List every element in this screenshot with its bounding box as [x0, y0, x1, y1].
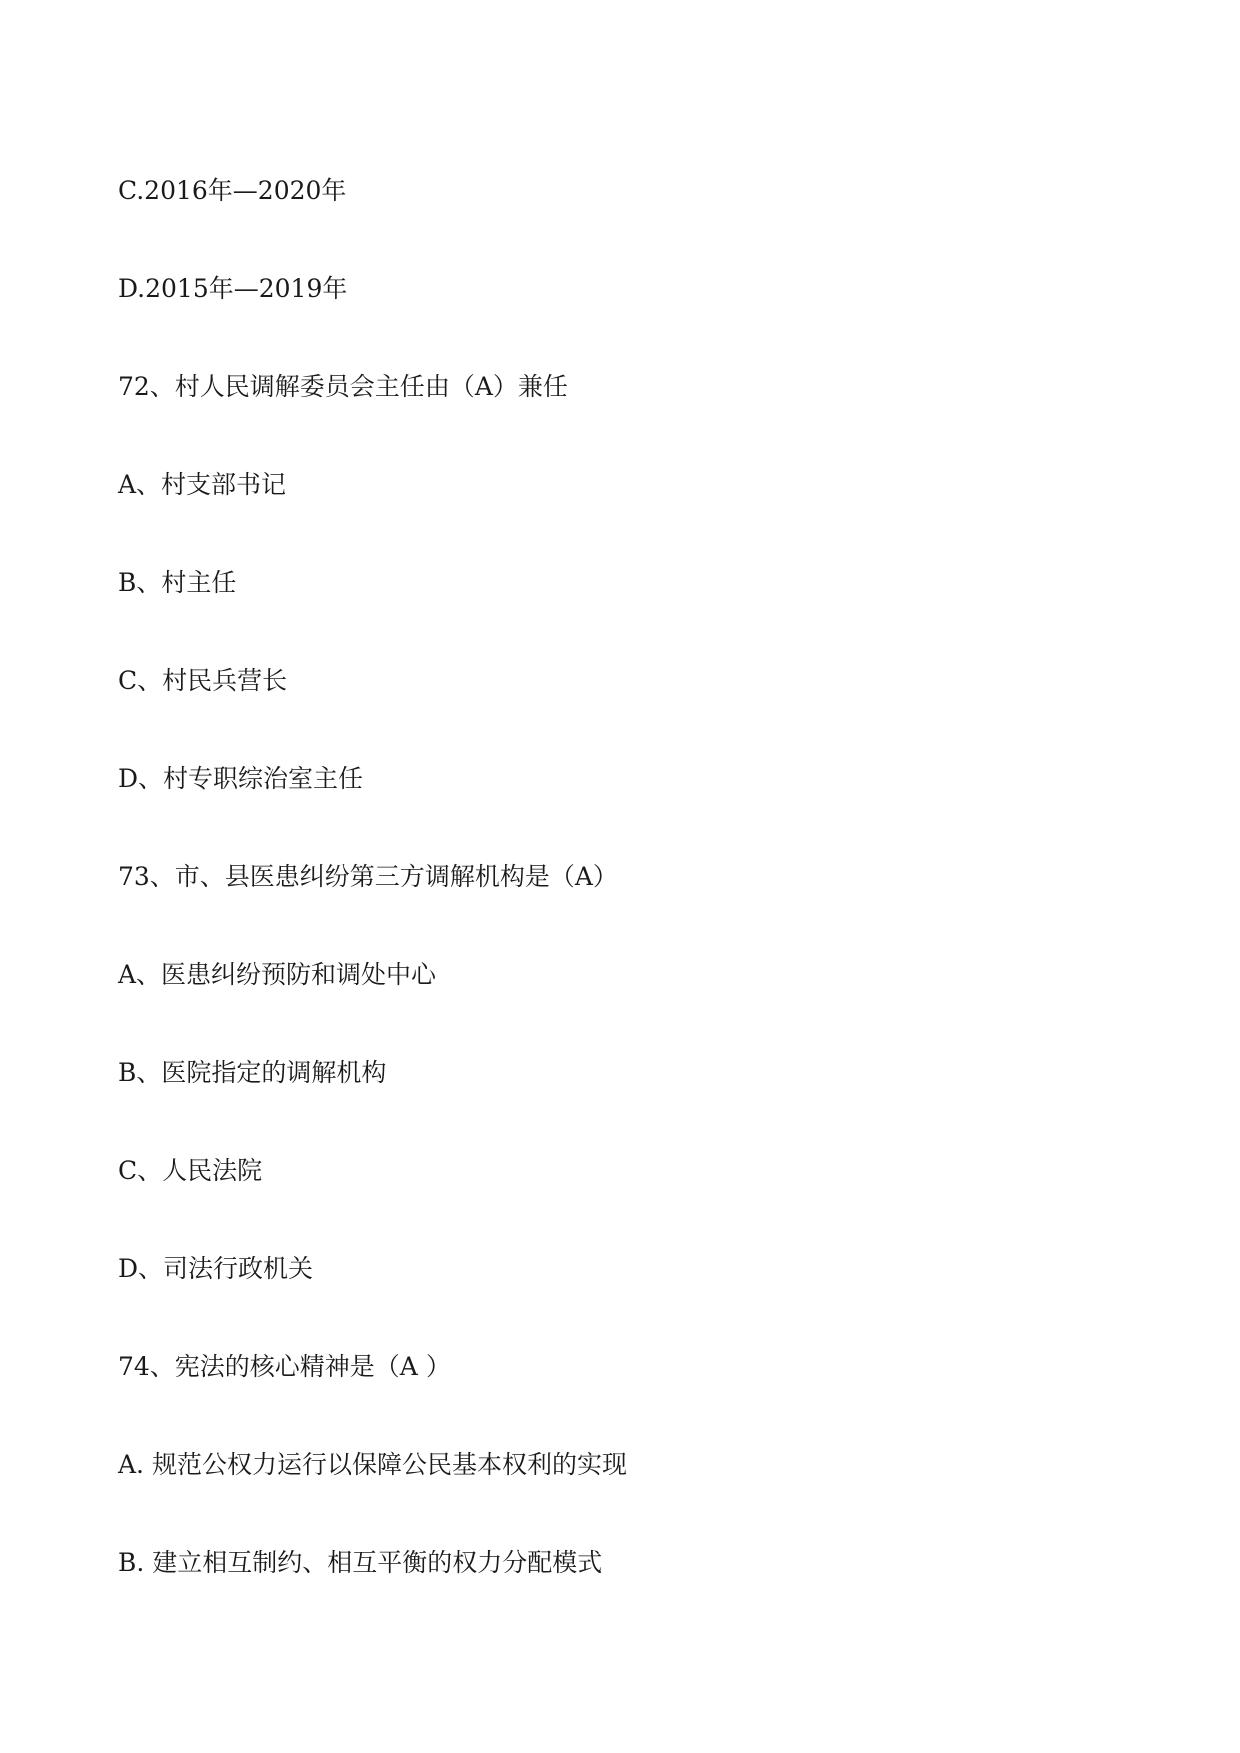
q74-option-a: A. 规范公权力运行以保障公民基本权利的实现 [118, 1450, 627, 1479]
q72-option-d: D、村专职综治室主任 [118, 764, 364, 793]
question-73: 73、市、县医患纠纷第三方调解机构是（A） [118, 862, 618, 891]
q73-option-c: C、人民法院 [118, 1156, 263, 1185]
q73-option-d: D、司法行政机关 [118, 1254, 314, 1283]
option-d-2015-2019: D.2015年—2019年 [118, 274, 348, 303]
q73-option-a: A、医患纠纷预防和调处中心 [118, 960, 437, 989]
q72-option-a: A、村支部书记 [118, 470, 287, 499]
q74-option-b: B. 建立相互制约、相互平衡的权力分配模式 [118, 1548, 603, 1577]
option-c-2016-2020: C.2016年—2020年 [118, 176, 347, 205]
q72-option-c: C、村民兵营长 [118, 666, 288, 695]
q72-option-b: B、村主任 [118, 568, 237, 597]
question-72: 72、村人民调解委员会主任由（A）兼任 [118, 372, 568, 401]
q73-option-b: B、医院指定的调解机构 [118, 1058, 387, 1087]
question-74: 74、宪法的核心精神是（A ） [118, 1352, 451, 1381]
